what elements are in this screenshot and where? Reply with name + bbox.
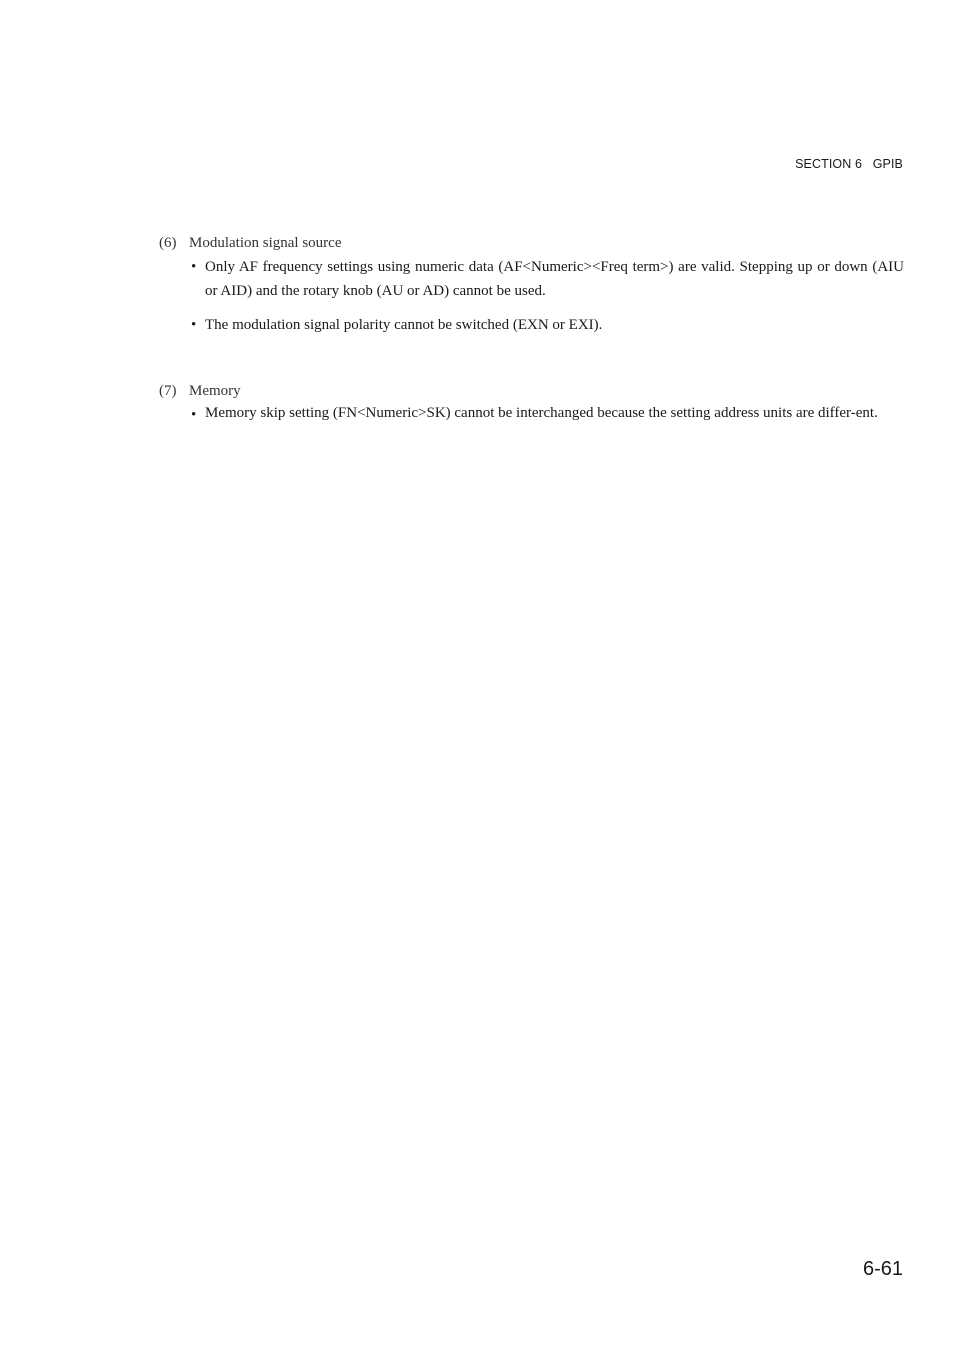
list-item xyxy=(189,313,904,337)
bullet-text: Memory skip setting (FN<Numeric>SK) cannot be interchanged because the setting address units are differ-ent. xyxy=(205,405,878,421)
section-memory xyxy=(159,379,904,427)
page-content xyxy=(159,231,904,437)
section-heading xyxy=(159,379,904,403)
bullet-icon: • xyxy=(191,259,197,275)
bullet-list xyxy=(159,255,904,337)
list-item xyxy=(189,403,904,427)
list-item xyxy=(189,255,904,303)
section-heading xyxy=(159,231,904,255)
section-number: (7) xyxy=(159,383,177,399)
bullet-text: Only AF frequency settings using numeric data (AF<Numeric><Freq term>) are valid. Stepping up or down (AIU or AID) and the rotary knob (AU or AD) cannot be used. xyxy=(205,259,904,299)
section-title: Memory xyxy=(189,383,241,399)
page-number: 6-61 xyxy=(862,1258,903,1280)
bullet-list xyxy=(159,403,904,427)
section-number: (6) xyxy=(159,235,177,251)
section-title: Modulation signal source xyxy=(189,235,342,251)
bullet-icon: • xyxy=(191,407,197,423)
running-header: SECTION 6 GPIB xyxy=(795,157,903,171)
bullet-text: The modulation signal polarity cannot be switched (EXN or EXI). xyxy=(205,317,603,333)
bullet-icon: • xyxy=(191,317,197,333)
section-modulation-signal-source xyxy=(159,231,904,337)
